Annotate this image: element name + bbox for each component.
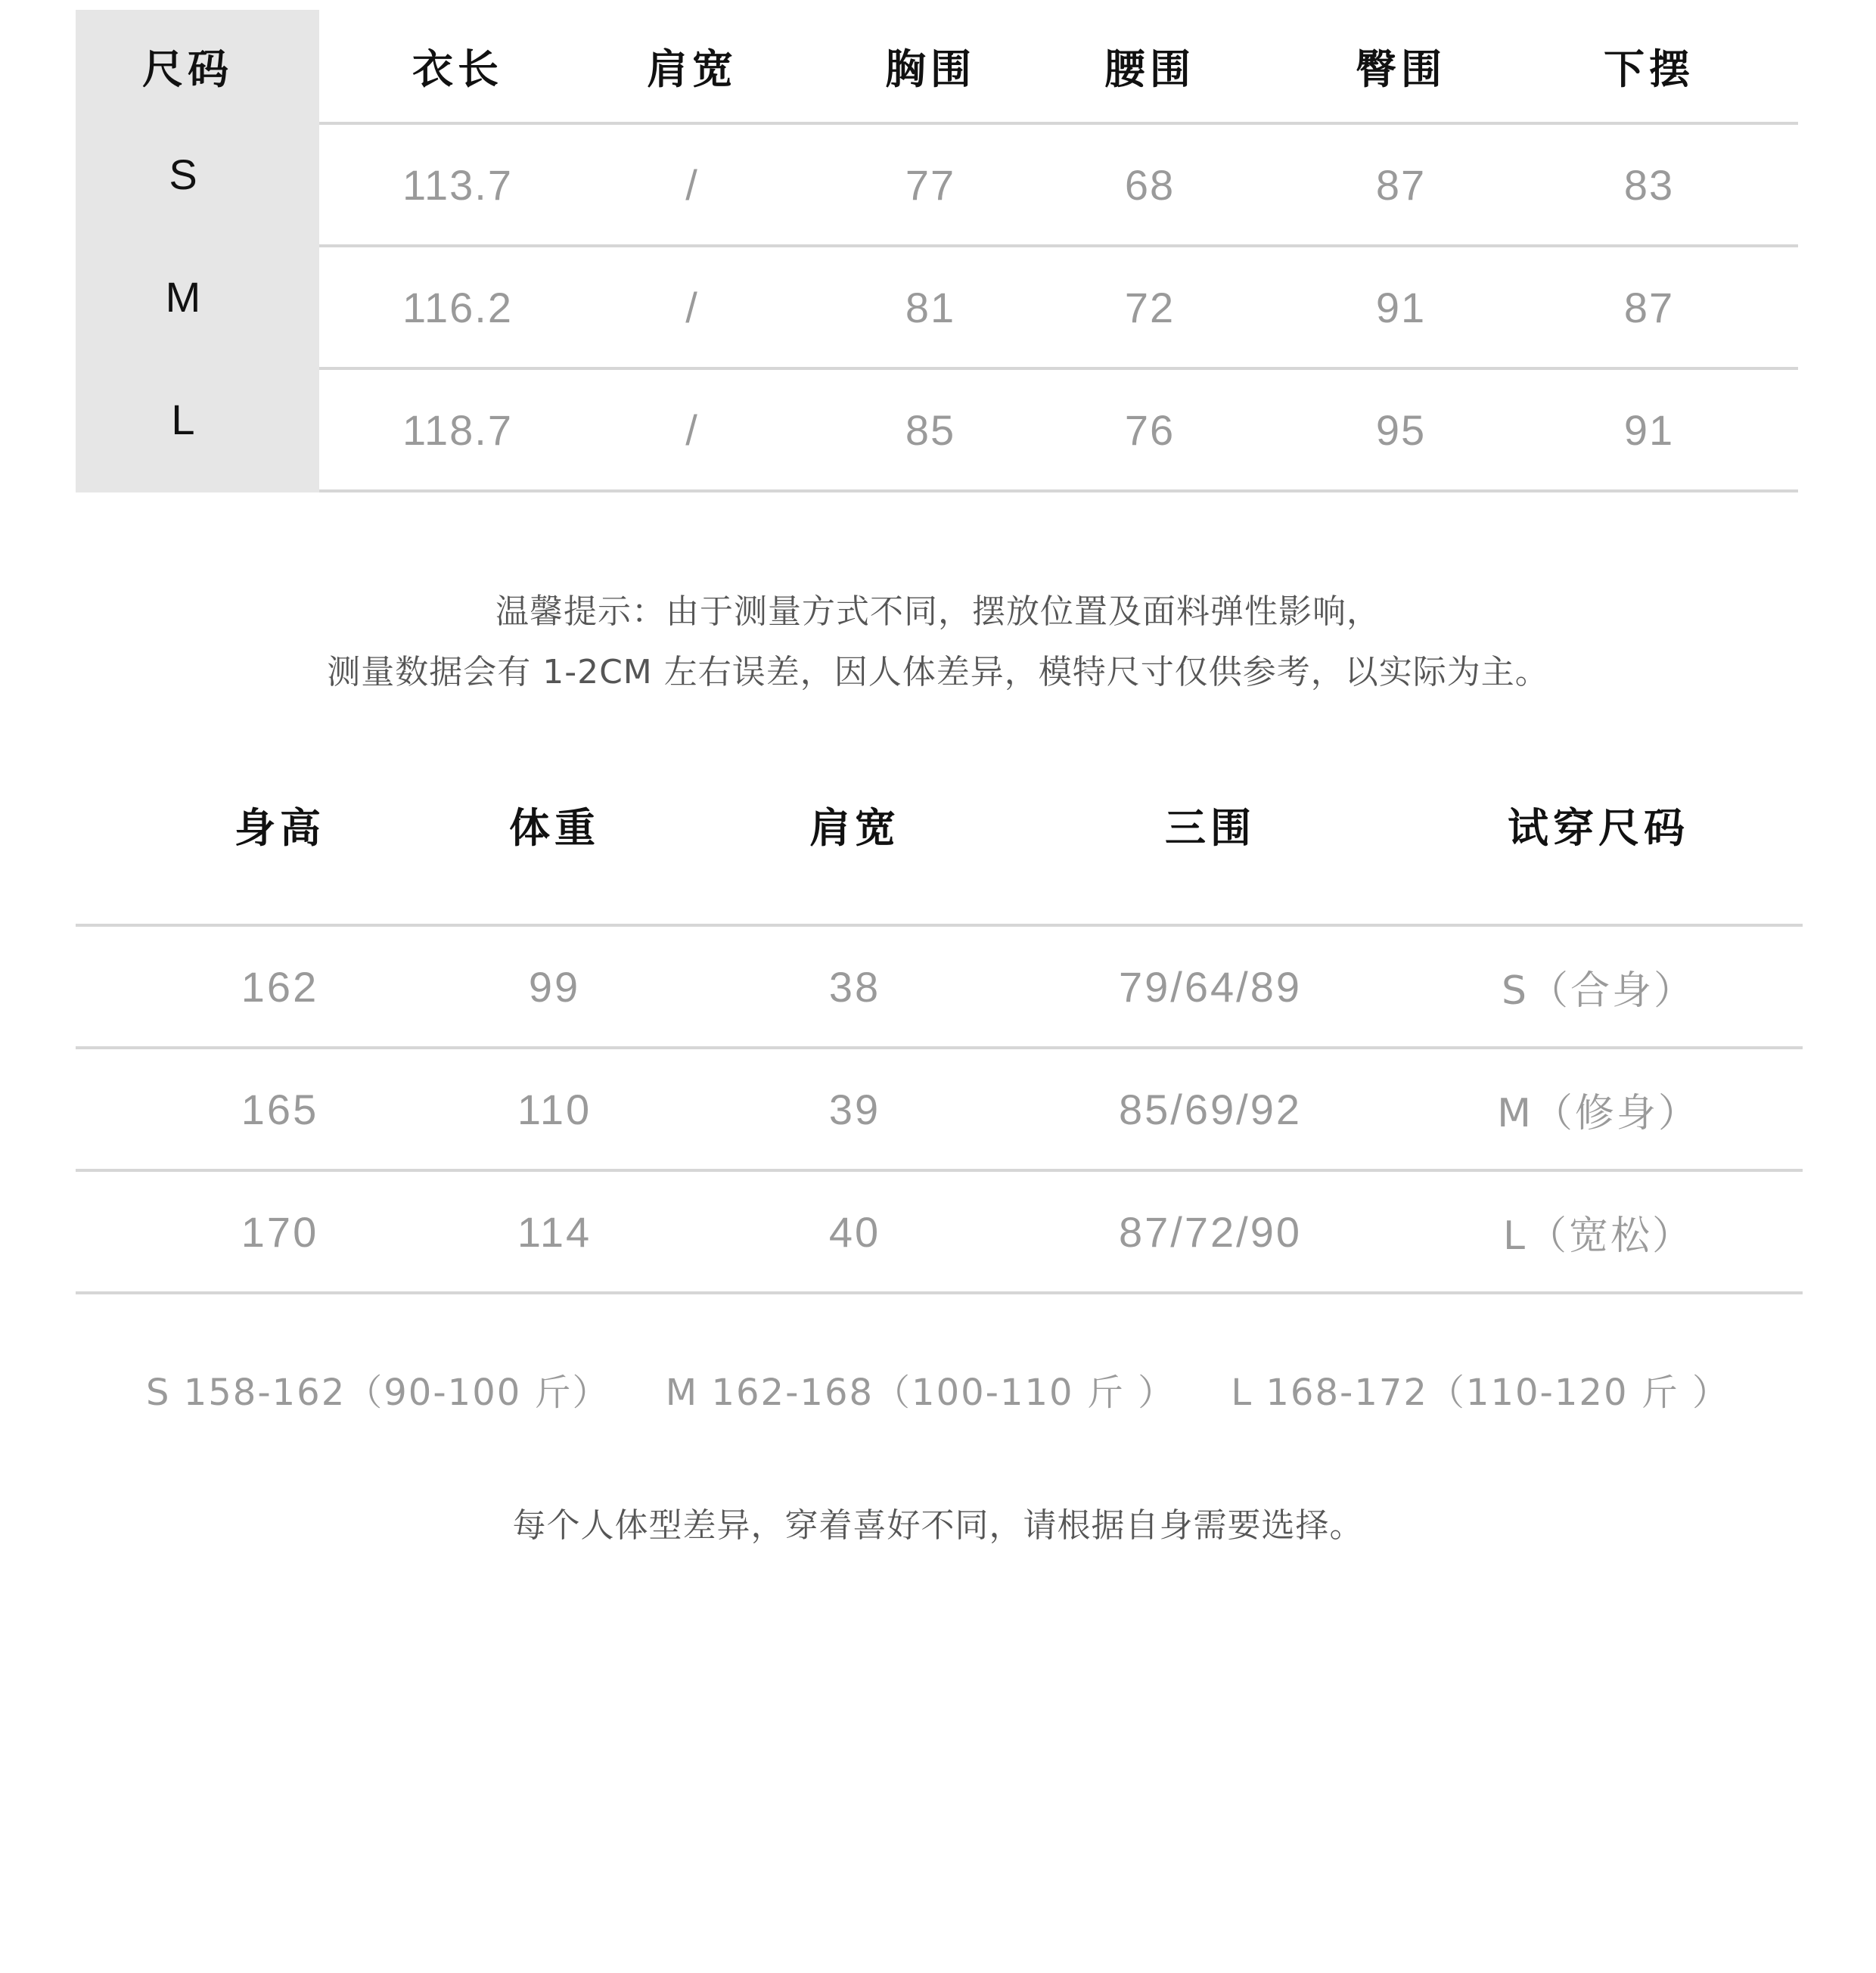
measurement-tip-line-2: 测量数据会有 1-2CM 左右误差，因人体差异，模特尺寸仅供参考，以实际为主。 [327, 653, 1549, 691]
weight-value: 99 [528, 962, 581, 1011]
header-shoulder: 肩宽 [809, 803, 900, 852]
shoulder-value: 38 [828, 962, 881, 1011]
size-range-l: L 168-172（110-120 斤 ） [1231, 1372, 1731, 1414]
size-label: S [169, 150, 197, 198]
header-waist: 腰围 [1104, 45, 1195, 93]
shoulder-value: / [685, 160, 699, 209]
chest-value: 77 [905, 160, 956, 209]
height-value: 162 [241, 962, 319, 1011]
size-range-s: S 158-162（90-100 斤） [145, 1372, 610, 1414]
shoulder-value: / [685, 405, 699, 454]
height-value: 165 [241, 1085, 319, 1133]
header-size: 尺码 [142, 45, 233, 93]
model-tryon-table [76, 757, 1803, 1294]
length-value: 116.2 [402, 283, 513, 331]
chest-value: 85 [905, 405, 956, 454]
header-measurements: 三围 [1165, 803, 1256, 852]
header-hip: 臀围 [1356, 45, 1446, 93]
hip-value: 95 [1375, 405, 1427, 454]
table-row [76, 370, 1798, 492]
table-row [76, 1172, 1803, 1294]
waist-value: 68 [1124, 160, 1176, 209]
size-label: L [171, 395, 195, 443]
hip-value: 87 [1375, 160, 1427, 209]
hem-value: 87 [1623, 283, 1675, 331]
hem-value: 91 [1623, 405, 1675, 454]
weight-value: 114 [517, 1207, 592, 1256]
header-length: 衣长 [412, 45, 503, 93]
shoulder-value: 40 [828, 1207, 881, 1256]
table-row [76, 247, 1798, 370]
model-table-header-row [76, 757, 1803, 927]
selection-note: 每个人体型差异，穿着喜好不同，请根据自身需要选择。 [512, 1506, 1364, 1545]
height-value: 170 [241, 1207, 319, 1256]
hem-value: 83 [1623, 160, 1675, 209]
waist-value: 72 [1124, 283, 1176, 331]
shoulder-value: / [685, 283, 699, 331]
size-chart-header-row [76, 10, 1798, 125]
length-value: 118.7 [402, 405, 513, 454]
table-row [76, 927, 1803, 1049]
size-range-m: M 162-168（100-110 斤 ） [665, 1372, 1176, 1414]
shoulder-value: 39 [828, 1085, 881, 1133]
header-weight: 体重 [509, 803, 600, 852]
header-hem: 下摆 [1604, 45, 1694, 93]
measurement-tip-line-1: 温馨提示：由于测量方式不同，摆放位置及面料弹性影响， [495, 592, 1381, 631]
header-height: 身高 [234, 803, 325, 852]
size-chart-table [76, 10, 1798, 492]
hip-value: 91 [1375, 283, 1427, 331]
size-cell-bg [76, 125, 319, 247]
tryon-size-value: L（宽松） [1503, 1213, 1694, 1259]
measurements-value: 87/72/90 [1119, 1207, 1302, 1256]
measurements-value: 85/69/92 [1119, 1085, 1302, 1133]
header-tryon-size: 试穿尺码 [1508, 803, 1689, 852]
measurements-value: 79/64/89 [1119, 962, 1302, 1011]
length-value: 113.7 [402, 160, 513, 209]
tryon-size-value: M（修身） [1497, 1090, 1700, 1136]
size-range-line [0, 1363, 1876, 1415]
tryon-size-value: S（合身） [1501, 968, 1696, 1014]
table-row [76, 1049, 1803, 1172]
waist-value: 76 [1124, 405, 1176, 454]
weight-value: 110 [517, 1085, 592, 1133]
table-row [76, 125, 1798, 247]
size-cell-bg [76, 370, 319, 492]
header-shoulder: 肩宽 [647, 45, 738, 93]
chest-value: 81 [905, 283, 956, 331]
header-chest: 胸围 [885, 45, 976, 93]
size-label: M [165, 272, 201, 321]
